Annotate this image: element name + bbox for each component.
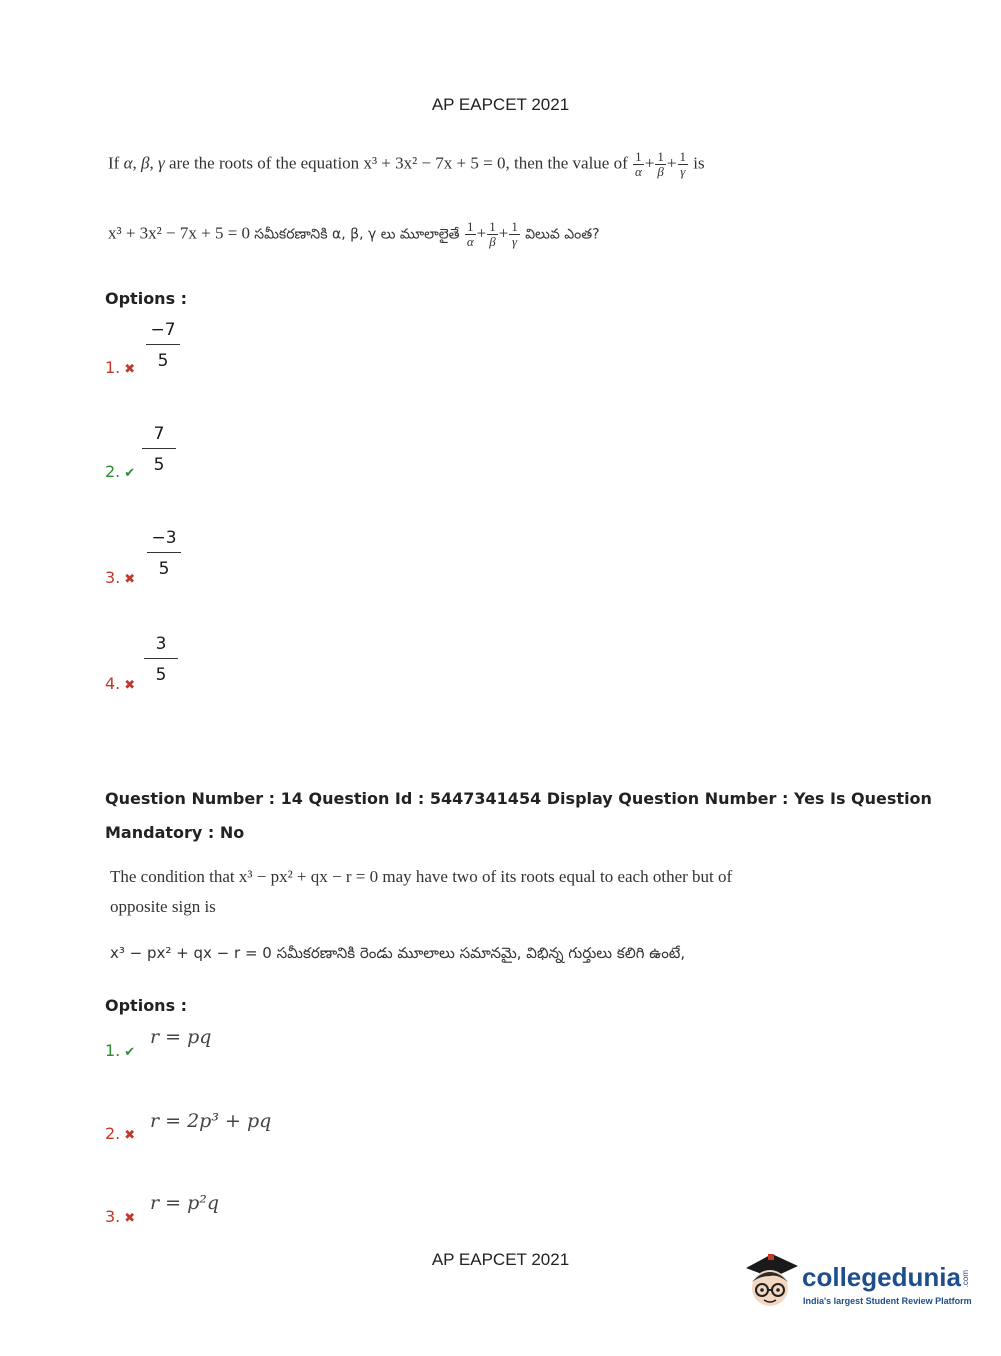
- q13-option-1-fraction: $\frac{-7}{5}$: [146, 320, 180, 371]
- q13-option-4-number: 4. ✖: [105, 674, 136, 693]
- q13-option-2-fraction: $\frac{7}{5}$: [142, 424, 176, 475]
- question-14-telugu: [110, 943, 685, 966]
- q13-prefix: If α, β, γ are the roots of the equation: [108, 153, 364, 173]
- check-icon: ✔: [124, 1045, 136, 1060]
- q13-option-4-fraction: $\frac{3}{5}$: [144, 634, 178, 685]
- options-label-q13: Options :: [105, 289, 188, 308]
- question-14-metadata: [105, 782, 932, 850]
- q13-te-mid: సమీకరణానికి α, β, γ లు మూలాలైతే: [254, 226, 460, 243]
- question-14-english: [110, 862, 732, 922]
- page-header: AP EAPCET 2021: [431, 95, 570, 114]
- q14-option-2-expr: r = 2p³ + pq: [150, 1110, 272, 1132]
- q14-option-3-expr: r = p²q: [150, 1192, 220, 1214]
- logo-tagline: India's largest Student Review Platform: [803, 1296, 972, 1306]
- page-footer: AP EAPCET 2021: [431, 1250, 570, 1269]
- q13-option-2-number: 2. ✔: [105, 462, 136, 481]
- logo-suffix: .com: [960, 1270, 970, 1288]
- te-fraction-1-alpha: $\frac{1}{\alpha}$: [466, 219, 474, 249]
- cross-icon: ✖: [124, 572, 136, 587]
- q14-line-1: The condition that x³ − px² + qx − r = 0 may have two of its roots equal to each other but of: [110, 867, 733, 886]
- q13-te-equation: x³ + 3x² − 7x + 5 = 0: [108, 223, 251, 243]
- q13-option-3-fraction: $\frac{-3}{5}$: [147, 528, 181, 579]
- check-icon: ✔: [124, 466, 136, 481]
- collegedunia-logo[interactable]: [742, 1248, 972, 1318]
- fraction-1-beta: $\frac{1}{\beta}$: [657, 149, 664, 179]
- options-label-q14: Options :: [105, 996, 188, 1015]
- cross-icon: ✖: [124, 362, 136, 377]
- question-13-telugu: x³ + 3x² − 7x + 5 = 0 సమీకరణానికి α, β, γ లు మూలాలైతే $\frac{1}{\alpha}$ + $\frac{1}{\beta}$ + $\frac{1}{\gamma}$ విలువ ఎంత?: [108, 219, 600, 249]
- q13-option-1-number: 1. ✖: [105, 358, 136, 377]
- logo-name: collegedunia.com: [802, 1262, 970, 1292]
- meta-line-2: Mandatory : No: [105, 823, 245, 842]
- fraction-1-alpha: $\frac{1}{\alpha}$: [635, 149, 642, 179]
- q14-line-2: opposite sign is: [110, 897, 216, 916]
- cross-icon: ✖: [124, 678, 136, 693]
- q13-equation: x³ + 3x² − 7x + 5 = 0, then the value of: [363, 153, 628, 173]
- te-fraction-1-beta: $\frac{1}{\beta}$: [489, 219, 496, 249]
- q14-option-1-number: 1. ✔: [105, 1041, 136, 1060]
- q13-te-suffix: విలువ ఎంత?: [525, 226, 600, 243]
- te-fraction-1-gamma: $\frac{1}{\gamma}$: [511, 219, 518, 249]
- cross-icon: ✖: [124, 1211, 136, 1226]
- q14-option-3-number: 3. ✖: [105, 1207, 136, 1226]
- question-13-english: If α, β, γ are the roots of the equation x³ + 3x² − 7x + 5 = 0, then the value of $\frac{1}{\alpha}$ + $\frac{1}{\beta}$ + $\frac{1}{\gamma}$ is: [108, 149, 705, 179]
- meta-line-1: Question Number : 14 Question Id : 5447341454 Display Question Number : Yes Is Question: [105, 789, 932, 808]
- q14-option-2-number: 2. ✖: [105, 1124, 136, 1143]
- q13-option-3-number: 3. ✖: [105, 568, 136, 587]
- q14-option-1-expr: r = pq: [150, 1026, 212, 1048]
- mascot-icon: [742, 1248, 800, 1314]
- fraction-1-gamma: $\frac{1}{\gamma}$: [679, 149, 687, 179]
- q13-suffix: is: [693, 153, 705, 173]
- q14-te-line: x³ − px² + qx − r = 0 సమీకరణానికి రెండు మూలాలు సమానమై, విభిన్న గుర్తులు కలిగి ఉంటే,: [110, 944, 686, 962]
- cross-icon: ✖: [124, 1128, 136, 1143]
